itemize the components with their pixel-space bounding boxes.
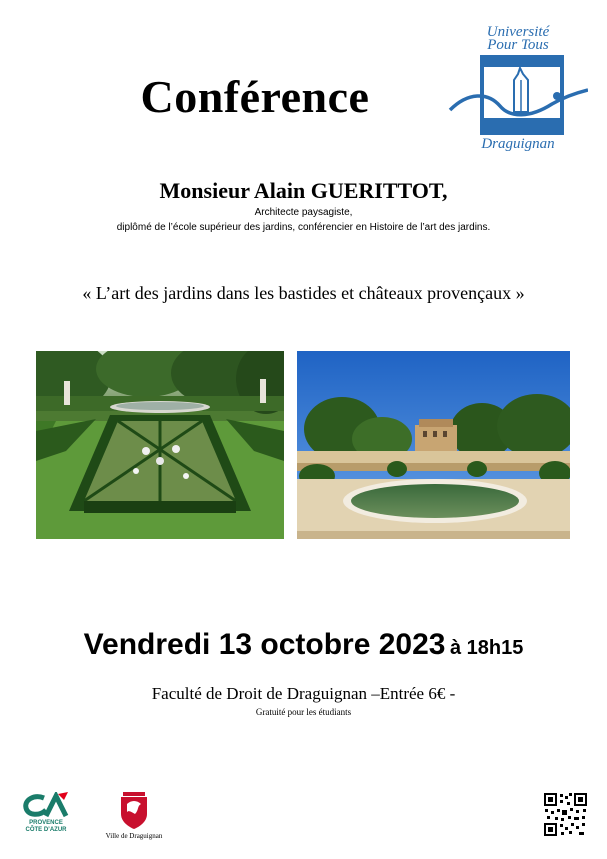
dragon-shield-icon: [103, 790, 165, 830]
speaker-role-line1: Architecte paysagiste,: [254, 207, 353, 218]
qr-code-icon: [543, 792, 588, 837]
ca-emblem-icon: [22, 792, 70, 820]
ville-label: Ville de Draguignan: [105, 832, 163, 840]
lecture-title: « L’art des jardins dans les bastides et châteaux provençaux »: [82, 283, 525, 303]
universite-pour-tous-logo: [448, 22, 588, 157]
ca-label-line1: PROVENCE: [29, 820, 63, 826]
event-venue: Faculté de Droit de Draguignan –Entrée 6€ -: [151, 684, 456, 703]
event-note: Gratuité pour les étudiants: [255, 707, 352, 717]
upt-logo-line3: Draguignan: [481, 136, 555, 152]
credit-agricole-logo: [22, 792, 77, 837]
page-title: Conférence: [140, 71, 370, 122]
upt-logo-line1: Université: [486, 24, 550, 40]
ca-label-line2: CÔTE D’AZUR: [25, 827, 67, 833]
speaker-role-line2: diplômé de l’école supérieur des jardins, conférencier en Histoire de l’art des jardins.: [116, 222, 491, 233]
chateau-photo: [297, 351, 570, 539]
event-date: Vendredi 13 octobre 2023: [83, 628, 446, 661]
ville-draguignan-logo: [103, 790, 165, 842]
speaker-name: Monsieur Alain GUERITTOT,: [159, 178, 448, 203]
upt-logo-line2: Pour Tous: [487, 37, 549, 53]
event-time: à 18h15: [449, 637, 524, 659]
event-datetime: [0, 628, 607, 662]
formal-garden-photo: [36, 351, 284, 539]
qr-code[interactable]: [543, 792, 588, 837]
